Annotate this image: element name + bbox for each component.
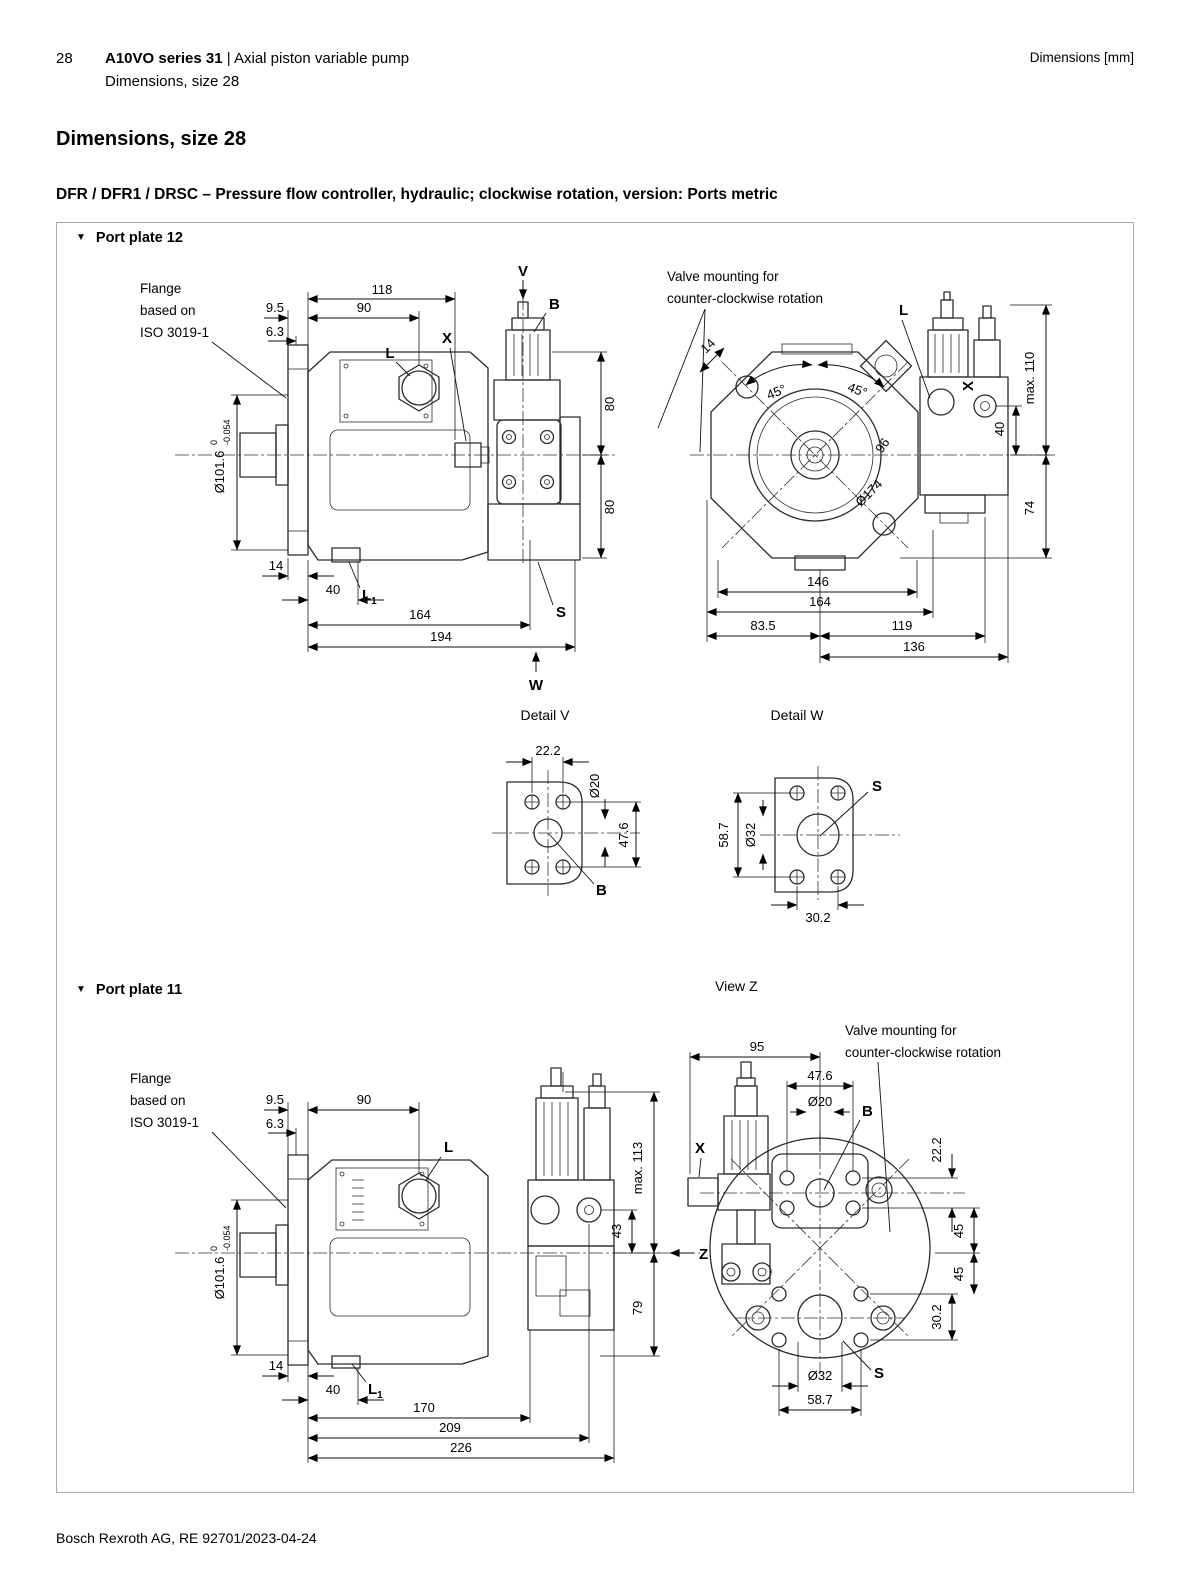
triangle-icon: ▼ <box>76 984 86 995</box>
port-l1-label: $L_1$ <box>362 587 377 607</box>
dim-14: 14 <box>268 558 284 573</box>
dim-58-7: 58.7 <box>807 1392 833 1407</box>
document-subtitle: Dimensions, size 28 <box>105 73 240 90</box>
dim-74: 74 <box>1022 500 1037 516</box>
flange-note-line2: based on <box>130 1093 186 1108</box>
drive-shaft <box>240 1233 276 1277</box>
drain-plug-l1 <box>332 1356 360 1368</box>
dim-14: 14 <box>697 335 719 357</box>
flange-hatch-top <box>288 345 308 369</box>
svg-text:0: 0 <box>209 439 219 445</box>
dim-226: 226 <box>450 1440 472 1455</box>
dim-45-lower: 45 <box>951 1266 966 1282</box>
document-title <box>105 50 409 67</box>
housing-panel <box>340 360 432 422</box>
dim-14: 14 <box>268 1358 284 1373</box>
port-l-label: L <box>444 1139 454 1156</box>
dim-90: 90 <box>356 1092 372 1107</box>
page-number: 28 <box>56 50 73 67</box>
detail-v-title: Detail V <box>520 707 570 723</box>
port-plate-11-label: Port plate 11 <box>95 982 183 998</box>
dim-max113: max. 113 <box>630 1141 645 1195</box>
flange-note-line3: ISO 3019-1 <box>140 325 210 340</box>
flange-note-line1: Flange <box>130 1071 172 1086</box>
dim-dia32: Ø32 <box>743 822 758 848</box>
valve-note-line1: Valve mounting for <box>845 1023 957 1038</box>
port-plate-12-drawing <box>56 222 1134 962</box>
dim-6-3: 6.3 <box>265 324 284 339</box>
triangle-icon: ▼ <box>76 232 86 243</box>
port-s-label: S <box>872 778 883 795</box>
dim-79: 79 <box>630 1300 645 1316</box>
dim-40: 40 <box>992 421 1007 437</box>
detail-w-title: Detail W <box>770 707 824 723</box>
dim-max110: max. 110 <box>1022 351 1037 405</box>
dim-118: 118 <box>371 282 393 297</box>
svg-text:0: 0 <box>209 1245 219 1251</box>
svg-text:Ø101.6: Ø101.6 <box>212 450 227 494</box>
port-b-label: B <box>549 296 560 313</box>
svg-text:-0.054: -0.054 <box>222 1225 232 1251</box>
port-v-label: V <box>517 263 529 280</box>
shaft-diameter-dim <box>209 1225 232 1299</box>
dim-6-3: 6.3 <box>265 1116 284 1131</box>
shaft-shoulder <box>276 1225 288 1285</box>
valve-note-line1: Valve mounting for <box>667 269 779 284</box>
port-x-label: X <box>441 330 453 347</box>
view-z-title: View Z <box>715 978 758 994</box>
dim-47-6: 47.6 <box>807 1068 833 1083</box>
view-z <box>688 978 1001 1416</box>
pump-side-view <box>175 296 615 565</box>
valve-note-line2: counter-clockwise rotation <box>667 291 824 306</box>
pump-side-view <box>175 1068 700 1368</box>
svg-text:-0.054: -0.054 <box>222 419 232 445</box>
pump-housing <box>308 1160 488 1364</box>
dim-80-top: 80 <box>602 396 617 412</box>
mounting-flange <box>288 345 308 555</box>
dim-136: 136 <box>903 639 925 654</box>
flange-note-line2: based on <box>140 303 196 318</box>
l-port-hex <box>399 365 439 411</box>
dim-146: 146 <box>807 574 829 589</box>
rear-valve <box>920 292 1008 523</box>
dim-119: 119 <box>891 618 913 633</box>
dim-dia20: Ø20 <box>807 1094 833 1109</box>
footer-text: Bosch Rexroth AG, RE 92701/2023-04-24 <box>56 1530 317 1546</box>
dim-209: 209 <box>439 1420 461 1435</box>
dim-40: 40 <box>325 1382 341 1397</box>
port-b-label: B <box>862 1103 873 1120</box>
flange-note-line1: Flange <box>140 281 182 296</box>
dim-dia20: Ø20 <box>587 773 602 799</box>
port-b-label: B <box>596 882 607 899</box>
shaft-diameter-dim <box>209 419 232 493</box>
dim-9-5: 9.5 <box>265 300 284 315</box>
dim-47-6: 47.6 <box>616 822 631 848</box>
document-title-bold: A10VO series 31 <box>105 50 223 67</box>
port-l-label: L <box>899 302 909 319</box>
dim-95: 95 <box>749 1039 765 1054</box>
dim-170: 170 <box>413 1400 435 1415</box>
dim-22-2: 22.2 <box>535 743 561 758</box>
mounting-flange <box>288 1155 308 1365</box>
valve-note-line2: counter-clockwise rotation <box>845 1045 1002 1060</box>
dim-43: 43 <box>609 1223 624 1239</box>
flange-hatch-bottom <box>288 531 308 555</box>
dim-80-bottom: 80 <box>602 499 617 515</box>
port-l-label: L <box>385 345 395 362</box>
dim-194: 194 <box>430 629 452 644</box>
port-plate-12-label: Port plate 12 <box>95 230 183 246</box>
document-title-rest: | Axial piston variable pump <box>226 50 410 67</box>
rib-detail <box>352 1180 364 1220</box>
dim-174: Ø174 <box>852 476 886 510</box>
dim-dia32: Ø32 <box>807 1368 833 1383</box>
units-label: Dimensions [mm] <box>1029 50 1134 65</box>
x-port-fitting <box>688 1178 718 1206</box>
dim-45b: 45° <box>845 379 870 401</box>
dim-45-upper: 45 <box>951 1223 966 1239</box>
housing-detail <box>330 430 470 510</box>
dim-164: 164 <box>409 607 431 622</box>
dim-90: 90 <box>356 300 372 315</box>
dim-164: 164 <box>809 594 831 609</box>
dim-58-7: 58.7 <box>716 822 731 848</box>
port-s-label: S <box>556 604 567 621</box>
flange-note-line3: ISO 3019-1 <box>130 1115 200 1130</box>
l-port-circle <box>402 371 436 405</box>
detail-w <box>716 707 900 925</box>
pump-rear-dimensions <box>658 269 1052 663</box>
port-l1-label: $L_1$ <box>368 1381 383 1401</box>
control-valve <box>528 1068 614 1330</box>
page-title: Dimensions, size 28 <box>56 128 247 150</box>
detail-v <box>492 707 641 899</box>
dim-45a: 45° <box>764 381 789 403</box>
pump-side-dimensions <box>130 1071 708 1463</box>
dim-30-2: 30.2 <box>929 1304 944 1330</box>
port-x-label: X <box>695 1140 706 1157</box>
view-z-arrow-label: Z <box>699 1246 709 1263</box>
port-x-label: X <box>960 380 977 392</box>
port-s-label: S <box>874 1365 885 1382</box>
pump-side-dimensions <box>140 263 617 694</box>
dim-9-5: 9.5 <box>265 1092 284 1107</box>
port-w-label: W <box>528 677 544 694</box>
svg-text:Ø101.6: Ø101.6 <box>212 1256 227 1300</box>
dim-83-5: 83.5 <box>750 618 776 633</box>
dim-22-2: 22.2 <box>929 1137 944 1163</box>
section-heading: DFR / DFR1 / DRSC – Pressure flow controller, hydraulic; clockwise rotation, version: Ports metric <box>56 186 778 203</box>
l-port-hex <box>399 1173 439 1219</box>
dim-30-2: 30.2 <box>805 910 831 925</box>
pump-housing <box>308 352 488 560</box>
port-plate-11-drawing <box>56 960 1134 1491</box>
control-valve <box>488 302 580 560</box>
dim-40: 40 <box>325 582 341 597</box>
dim-96: 96 <box>872 435 893 456</box>
